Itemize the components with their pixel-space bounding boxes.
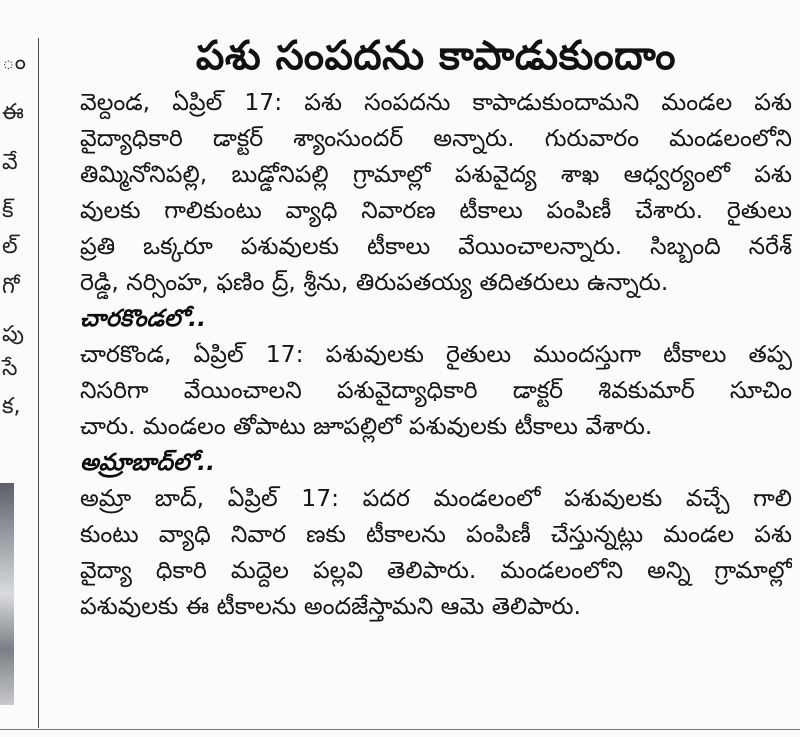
adjacent-column-fragment: ల్ — [2, 234, 18, 259]
body-line: వైద్యా ధికారి మద్దెల పల్లవి తెలిపారు. మండలంలోని అన్ని గ్రామాల్లో — [80, 556, 792, 584]
body-line: నిసరిగా వేయించాలని పశువైద్యాధికారి డాక్టర్ శివకుమార్ సూచిం — [80, 376, 792, 404]
article-headline: పశు సంపదను కాపాడుకుందాం — [195, 33, 677, 79]
news-article — [80, 28, 792, 728]
adjacent-column-fragment: గో — [2, 274, 20, 299]
body-line: అమ్రా బాద్, ఏప్రిల్ 17: పదర మండలంలో పశువులకు వచ్చే గాలి — [80, 484, 792, 512]
body-line: తిమ్మినోనిపల్లి, బుడ్డోనిపల్లి గ్రామాల్లో పశువైద్య శాఖ ఆధ్వర్యంలో పశు — [80, 160, 792, 188]
body-line: వెల్దండ, ఏప్రిల్ 17: పశు సంపదను కాపాడుకుందామని మండల పశు — [80, 88, 792, 116]
body-line: చారు. మండలం తోపాటు జూపల్లిలో పశువులకు టీకాలు వేశారు. — [80, 412, 653, 440]
section-subhead: చారకొండలో.. — [80, 304, 207, 332]
paragraph-amrabad — [80, 444, 792, 624]
adjacent-photo — [0, 483, 14, 705]
body-line: వులకు గాలికుంటు వ్యాధి నివారణ టీకాలు పంపిణీ చేశారు. రైతులు — [80, 196, 792, 224]
adjacent-column — [0, 40, 28, 730]
bottom-rule — [0, 729, 800, 730]
section-subhead: అమ్రాబాద్‌లో.. — [80, 448, 216, 476]
adjacent-column-fragment: క్ — [2, 198, 14, 223]
body-line: కుంటు వ్యాధి నివార ణకు టీకాలను పంపిణీ చేస్తున్నట్లు మండల పశు — [80, 520, 792, 548]
body-line: వైద్యాధికారి డాక్టర్ శ్యాంసుందర్ అన్నారు. గురువారం మండలంలోని — [80, 124, 792, 152]
body-line: చారకొండ, ఏప్రిల్ 17: పశువులకు రైతులు ముందస్తుగా టీకాలు తప్ప — [80, 340, 792, 368]
paragraph-veldanda — [80, 84, 792, 300]
adjacent-column-fragment: క, — [2, 394, 21, 419]
adjacent-column-fragment: ఈ — [2, 100, 24, 125]
body-line: పశువులకు ఈ టీకాలను అందజేస్తామని ఆమె తెలిపారు. — [80, 592, 582, 620]
body-line: ప్రతి ఒక్కరూ పశువులకు టీకాలు వేయించాలన్నారు. సిబ్బంది నరేశ్ — [80, 232, 792, 260]
adjacent-column-fragment: ం — [2, 50, 26, 75]
adjacent-column-fragment: వే — [2, 150, 18, 175]
paragraph-charakonda — [80, 300, 792, 444]
body-line: రెడ్డి, నర్సింహ, ఫణిం ద్ర్, శ్రీను, తిరుపతయ్య తదితరులు ఉన్నారు. — [80, 268, 669, 296]
adjacent-column-fragment: పు — [2, 322, 24, 347]
adjacent-column-fragment: సే — [2, 356, 18, 381]
column-divider — [38, 38, 39, 728]
previous-article-cutoff — [0, 0, 800, 10]
